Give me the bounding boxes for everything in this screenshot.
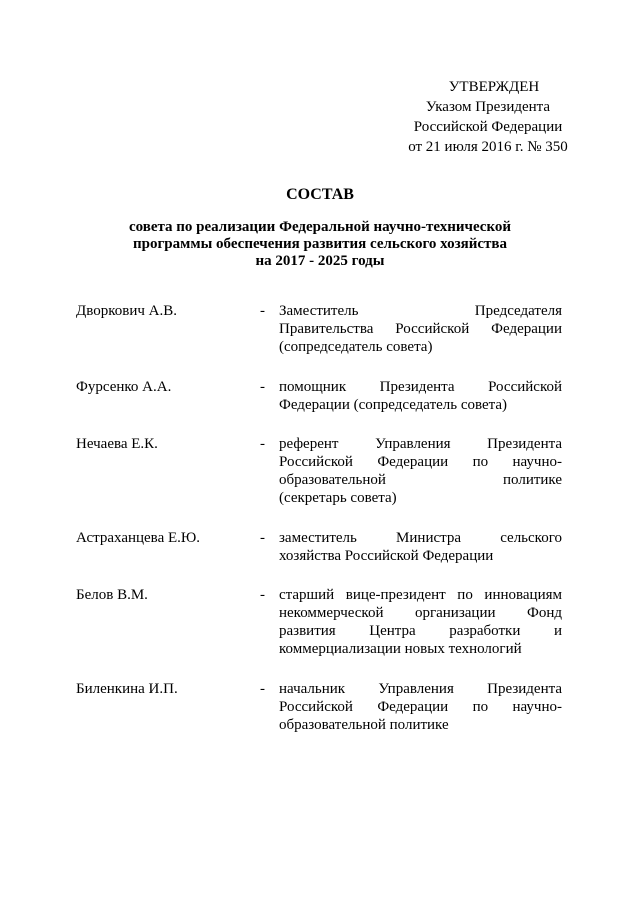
member-dash: - [260, 587, 265, 603]
role-line: Заместитель Председателя [279, 303, 562, 319]
member-role [279, 302, 562, 356]
member-entry [76, 586, 562, 658]
member-role [279, 529, 562, 565]
role-line: Российской Федерации по научно- [279, 454, 562, 470]
member-name: Биленкина И.П. [76, 681, 178, 697]
role-line: коммерциализации новых технологий [279, 641, 522, 657]
approval-country: Российской Федерации [413, 119, 563, 135]
subtitle-line: на 2017 - 2025 годы [255, 253, 385, 269]
role-line: образовательной политике [279, 717, 449, 733]
role-line: некоммерческой организации Фонд [279, 605, 562, 621]
member-entry [76, 302, 562, 356]
role-line: образовательной политике [279, 472, 562, 488]
role-line: Правительства Российской Федерации [279, 321, 562, 337]
role-line: помощник Президента Российской [279, 379, 562, 395]
member-dash: - [260, 530, 265, 546]
council-members-list [76, 302, 562, 734]
member-dash: - [260, 436, 265, 452]
role-line: (секретарь совета) [279, 490, 397, 506]
subtitle-line: программы обеспечения развития сельского хозяйства [133, 236, 507, 252]
member-dash: - [260, 379, 265, 395]
role-line: Российской Федерации по научно- [279, 699, 562, 715]
role-line: начальник Управления Президента [279, 681, 562, 697]
member-role [279, 435, 562, 507]
role-line: старший вице-президент по инновациям [279, 587, 562, 603]
document-heading [60, 185, 580, 270]
member-name: Белов В.М. [76, 587, 148, 603]
member-name: Фурсенко А.А. [76, 379, 172, 395]
document-subtitle [60, 219, 580, 270]
member-role [279, 680, 562, 734]
approval-decree: Указом Президента [425, 99, 551, 115]
member-name: Дворкович А.В. [76, 303, 177, 319]
member-entry [76, 680, 562, 734]
role-line: заместитель Министра сельского [279, 530, 562, 546]
member-entry [76, 378, 562, 414]
approval-stamp [368, 77, 608, 157]
approval-title: УТВЕРЖДЕН [448, 79, 540, 95]
role-line: (сопредседатель совета) [279, 339, 433, 355]
member-dash: - [260, 303, 265, 319]
role-line: Федерации (сопредседатель совета) [279, 397, 508, 413]
role-line: хозяйства Российской Федерации [279, 548, 494, 564]
member-name: Нечаева Е.К. [76, 436, 158, 452]
approval-date: от 21 июля 2016 г. № 350 [408, 139, 568, 155]
subtitle-line: совета по реализации Федеральной научно-технической [128, 219, 512, 235]
member-role [279, 378, 562, 414]
member-name: Астраханцева Е.Ю. [76, 530, 201, 546]
member-role [279, 586, 562, 658]
role-line: развития Центра разработки и [279, 623, 562, 639]
member-dash: - [260, 681, 265, 697]
document-title: СОСТАВ [286, 186, 354, 203]
member-entry [76, 435, 562, 507]
role-line: референт Управления Президента [279, 436, 562, 452]
member-entry [76, 529, 562, 565]
